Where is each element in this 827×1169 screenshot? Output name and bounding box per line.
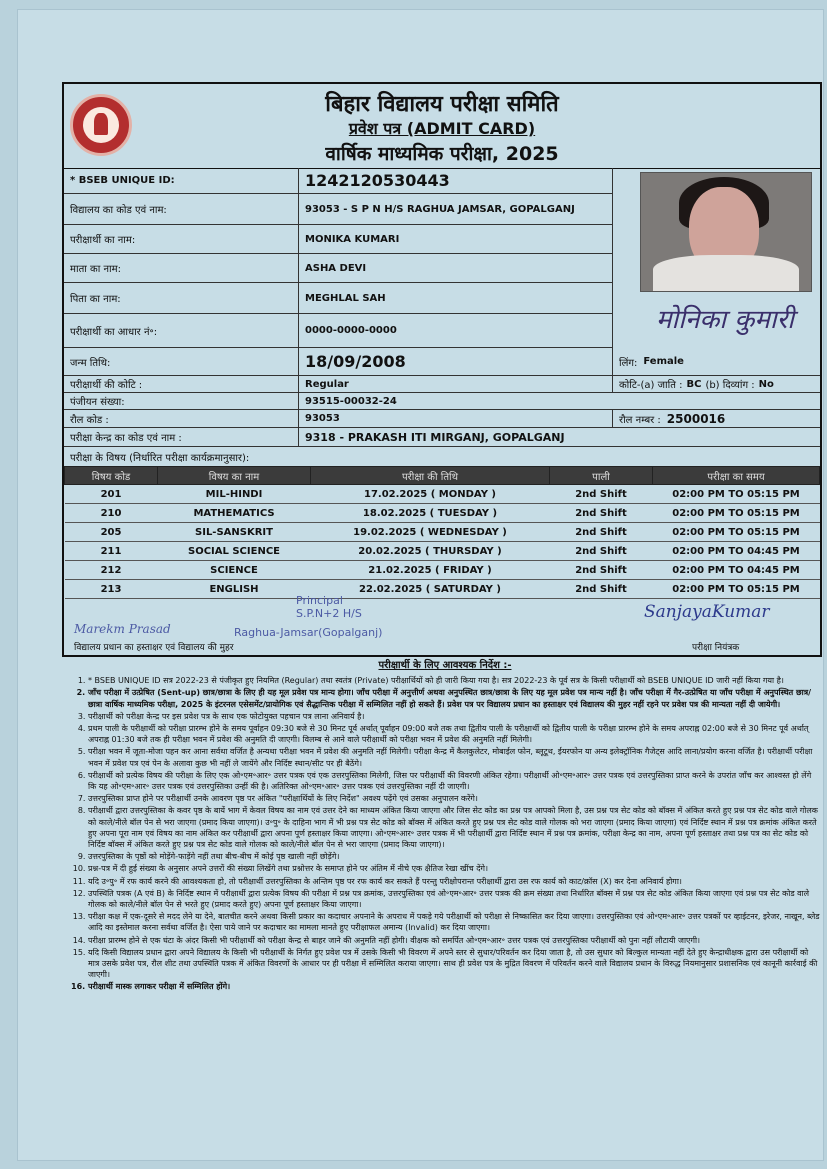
table-row: 201 MIL-HINDI 17.02.2025 ( MONDAY ) 2nd Shift 02:00 PM TO 05:15 PM [65,485,820,504]
admit-card-title: प्रवेश पत्र (ADMIT CARD) [348,119,536,138]
centre-row: परीक्षा केन्द्र का कोड एवं नाम : 9318 - PRAKASH ITI MIRGANJ, GOPALGANJ [64,428,820,447]
controller-signature: SanjayaKumar [644,602,770,622]
list-item: 4. प्रथम पाली के परीक्षार्थी को परीक्षा प्रारम्भ होने के समय पूर्वाहन 09:30 बजे से 30 मिनट पूर्व अर्थात् पूर्वाहन 09:00 बजे तक तथा द्वितीय पाली के परीक्षार्थी को द्वितीय पाली के परीक्षा प्रारम्भ होने के समय अपराह्न 02:00 बजे से 30 मिनट पूर्व अर्थात् अपराह्न 01:30 बजे तक ही परीक्षा भवन में प्रवेश की अनुमति दी जाएगी। विलम्ब से आने वाले परीक्षार्थी को परीक्षा भवन में प्रवेश की अनुमति नहीं मिलेगी। [88,723,820,745]
card-header [64,84,820,169]
signature-footer [64,588,820,657]
aadhar-value: 0000-0000-0000 [298,314,397,347]
list-item: 2. जाँच परीक्षा में उत्प्रेषित (Sent-up) छात्र/छात्रा के लिए ही यह मूल प्रवेश पत्र मान्य होगा। जाँच परीक्षा में अनुत्तीर्ण अथवा अनुपस्थित छात्र/छात्रा के लिए यह मूल प्रवेश पत्र मान्य नहीं है। जाँच परीक्षा में गैर-उत्प्रेषित या जाँच परीक्षा में अनुपस्थित छात्र/छात्रा वार्षिक माध्यमिक परीक्षा, 2025 के इंटरनल एसेसमेंट/प्रायोगिक एवं सैद्धान्तिक परीक्षा में सम्मिलित नहीं हो सकते हैं। प्रवेश पत्र पर विद्यालय प्रधान का हस्ताक्षर एवं विद्यालय की मुहर नहीं रहने पर प्रवेश पत्र की मान्यता नहीं दी जायेगी। [88,687,820,709]
admit-card-frame [62,82,822,657]
rollno-value: 2500016 [666,411,726,426]
category-value: Regular [298,376,349,392]
gender-value: Female [643,356,684,367]
list-item: 7. उत्तरपुस्तिका प्राप्त होने पर परीक्षार्थी उनके आवरण पृष्ठ पर अंकित "परीक्षार्थियों के लिए निर्देश" अवश्य पढ़ेंगे एवं उसका अनुपालन करेंगे। [88,793,820,804]
uid-value: 1242120530443 [298,168,450,193]
instructions [70,660,820,994]
candidate-photo [640,172,812,292]
category-row: परीक्षार्थी की कोटि : Regular कोटि-(a) जाति : BC (b) दिव्यांग : No [64,376,820,393]
col-time: परीक्षा का समय [653,467,820,485]
father-row: पिता का नाम: MEGHLAL SAH [64,283,612,314]
school-row: विद्यालय का कोड एवं नाम: 93053 - S P N H/S RAGHUA JAMSAR, GOPALGANJ [64,194,612,225]
list-item: 16. परीक्षार्थी मास्क लगाकर परीक्षा में सम्मिलित होंगे। [88,981,820,992]
col-date: परीक्षा की तिथि [311,467,550,485]
name-row: परीक्षार्थी का नाम: MONIKA KUMARI [64,225,612,254]
reg-row: पंजीयन संख्या: 93515-00032-24 [64,393,820,410]
table-row: 211 SOCIAL SCIENCE 20.02.2025 ( THURSDAY ) 2nd Shift 02:00 PM TO 04:45 PM [65,542,820,561]
divyang-value: No [758,378,774,390]
uid-row: * BSEB UNIQUE ID: 1242120530443 [64,168,612,194]
school-value: 93053 - S P N H/S RAGHUA JAMSAR, GOPALGANJ [298,194,575,224]
col-shift: पाली [550,467,653,485]
reg-value: 93515-00032-24 [298,393,397,409]
subjects-table [64,466,820,599]
stamp-address: Raghua-Jamsar(Gopalganj) [234,626,383,639]
centre-value: 9318 - PRAKASH ITI MIRGANJ, GOPALGANJ [298,428,565,446]
instructions-list [70,675,820,992]
list-item: 15. यदि किसी विद्यालय प्रधान द्वारा अपने विद्यालय के किसी भी परीक्षार्थी के निर्गत हुए प्रवेश पत्र में उसके किसी भी विवरण में अपने स्तर से सुधार/परिवर्तन कर दिया जाता है, तो उस सुधार को बिल्कुल मान्यता नहीं देते हुए केन्द्राधीक्षक द्वारा उस परीक्षार्थी को मात्र उसके प्रवेश पत्र, रौल शीट तथा उपस्थिति पत्रक में अंकित विवरणों के आधार पर ही परीक्षा में सम्मिलित कराया जाएगा। साथ ही प्रवेश पत्र के मुद्रित विवरण में परिवर्तन करने वाले विद्यालय प्रधान के विरुद्ध नियमानुसार प्रशासनिक एवं कानूनी कार्रवाई की जाएगी। [88,947,820,981]
principal-stamp: Principal S.P.N+2 H/S [296,594,362,620]
table-row: 213 ENGLISH 22.02.2025 ( SATURDAY ) 2nd Shift 02:00 PM TO 05:15 PM [65,580,820,599]
table-row: 212 SCIENCE 21.02.2025 ( FRIDAY ) 2nd Shift 02:00 PM TO 04:45 PM [65,561,820,580]
list-item: 10. प्रश्न-पत्र में दी हुई संख्या के अनुसार अपने उत्तरों की संख्या लिखेंगे तथा प्रश्नोत्तर के समाप्त होने पर अंतिम में नीचे एक क्षैतिज रेखा खींच देंगे। [88,863,820,874]
board-name: बिहार विद्यालय परीक्षा समिति [325,92,559,117]
mother-row: माता का नाम: ASHA DEVI [64,254,612,283]
dob-value: 18/09/2008 [298,348,406,375]
subjects-caption: परीक्षा के विषय (निर्धारित परीक्षा कार्यक्रमानुसार): [70,452,250,464]
exam-title: वार्षिक माध्यमिक परीक्षा, 2025 [325,143,559,165]
list-item: 6. परीक्षार्थी को प्रत्येक विषय की परीक्षा के लिए एक ओ॰एम॰आर॰ उत्तर पत्रक एवं एक उत्तरपुस्तिका मिलेगी, जिस पर परीक्षार्थी की विवरणी अंकित रहेगा। परीक्षार्थी ओ॰एम॰आर॰ उत्तर पत्रक एवं उत्तरपुस्तिका प्राप्त करने के उपरांत जाँच कर आश्वस्त हो लेंगे कि यह ओ॰एम॰आर॰ उत्तर पत्रक एवं उत्तरपुस्तिका उन्हीं की है। अतिरिक्त ओ॰एम॰आर॰ उत्तर पत्रक एवं उत्तरपुस्तिका नहीं दी जाएगी। [88,770,820,792]
mother-name: ASHA DEVI [298,254,366,282]
table-row: 210 MATHEMATICS 18.02.2025 ( TUESDAY ) 2nd Shift 02:00 PM TO 05:15 PM [65,504,820,523]
list-item: 8. परीक्षार्थी द्वारा उत्तरपुस्तिका के कवर पृष्ठ के बायें भाग में केवल विषय का नाम एवं उत्तर देने का माध्यम अंकित किया जाएगा और जिस सेट कोड का प्रश्न पत्र आपको मिला है, उस प्रश्न पत्र सेट कोड को बॉक्स में अंकित करते हुए प्रश्न पत्र सेट कोड वाले गोलक को काले/नीले बॉल पेन से भरा जाएगा (प्रमाद किया जाएगा)। उ॰पु॰ के दाहिना भाग में भी प्रश्न पत्र सेट कोड को बॉक्स में अंकित करते हुए प्रश्न पत्र सेट कोड वाले गोलक को भरा जाएगा (प्रमाद किया जाएगा) एवं निर्दिष्ट स्थान में प्रश्न पत्र क्रमांक अंकित करते हुए अपना पूरा नाम एवं विषय का नाम अंकित कर परीक्षार्थी द्वारा अपना पूर्ण हस्ताक्षर किया जाएगा। ओ॰एम॰आर॰ उत्तर पत्रक में भी परीक्षार्थी द्वारा निर्दिष्ट स्थान में प्रश्न पत्र क्रमांक, परीक्षा केन्द्र का नाम, अपना पूर्ण हस्ताक्षर तथा प्रश्न पत्र का सेट कोड को निर्दिष्ट बॉक्स में अंकित करते हुए प्रश्न पत्र सेट कोड वाले गोलक को काले/नीले बॉल पेन से भरा जाएगा (प्रमाद किया जाएगा)। [88,805,820,850]
list-item: 13. परीक्षा कक्ष में एक-दूसरे से मदद लेने या देने, बातचीत करने अथवा किसी प्रकार का कदाचार अपनाने के अपराध में पकड़े गये परीक्षार्थी को परीक्षा से निष्कासित कर दिया जाएगा। उत्तरपुस्तिका एवं ओ॰एम॰आर॰ उत्तर पत्रकों पर व्हाईटनर, इरेजर, नाखून, ब्लेड आदि का इस्तेमाल करना सर्वथा वर्जित है। ऐसा पाये जाने पर कदाचार का मामला मानते हुए परीक्षाफल अमान्य (Invalid) कर दिया जाएगा। [88,911,820,933]
rollcode-row: रौल कोड : 93053 रौल नम्बर : 2500016 [64,410,820,428]
head-signature: Marekm Prasad [74,622,171,636]
father-name: MEGHLAL SAH [298,283,386,313]
list-item: 1. * BSEB UNIQUE ID सत्र 2022-23 से पंजीकृत हुए नियमित (Regular) तथा स्वतंत्र (Private) परीक्षार्थियों को ही जारी किया गया है। सत्र 2022-23 के पूर्व सत्र के किसी परीक्षार्थी को BSEB UNIQUE ID जारी नहीं किया गया है। [88,675,820,686]
controller-label: परीक्षा नियंत्रक [692,643,740,653]
col-code: विषय कोड [65,467,158,485]
caste-value: BC [686,378,702,390]
table-row: 205 SIL-SANSKRIT 19.02.2025 ( WEDNESDAY ) 2nd Shift 02:00 PM TO 05:15 PM [65,523,820,542]
head-signature-label: विद्यालय प्रधान का हस्ताक्षर एवं विद्यालय की मुहर [74,643,234,653]
list-item: 5. परीक्षा भवन में जूता-मोजा पहन कर आना सर्वथा वर्जित है अन्यथा परीक्षा भवन में प्रवेश की अनुमति नहीं मिलेगी। परीक्षा केन्द्र में कैलकुलेटर, मोबाईल फोन, ब्लूटूथ, ईयरफोन या अन्य इलेक्ट्रॉनिक गैजेट्स आदि लाना/प्रयोग करना वर्जित है। परीक्षार्थी परीक्षा भवन में प्रवेश पत्र एवं पेन के अलावा कुछ भी नहीं ले जायेंगे और निर्दिष्ट स्थान/सीट पर ही बैठेंगे। [88,746,820,768]
list-item: 11. यदि उ॰पु॰ में रफ कार्य करने की आवश्यकता हो, तो परीक्षार्थी उत्तरपुस्तिका के अन्तिम पृष्ठ पर रफ कार्य कर सकते हैं परन्तु परीक्षोपरान्त परीक्षार्थी द्वारा उस रफ कार्य को काट/क्रॉस (X) कर देना अनिवार्य होगा। [88,876,820,887]
list-item: 3. परीक्षार्थी को परीक्षा केन्द्र पर इस प्रवेश पत्र के साथ एक फोटोयुक्त पहचान पत्र लाना अनिवार्य है। [88,711,820,722]
list-item: 14. परीक्षा प्रारम्भ होने से एक घंटा के अंदर किसी भी परीक्षार्थी को परीक्षा केन्द्र से बाहर जाने की अनुमति नहीं होगी। वीक्षक को समर्पित ओ॰एम॰आर॰ उत्तर पत्रक एवं उत्तरपुस्तिका परीक्षार्थी को पुनः नहीं लौटायी जाएगी। [88,935,820,946]
instructions-title: परीक्षार्थी के लिए आवश्यक निर्देश :- [378,660,512,671]
candidate-signature: मोनिका कुमारी [655,305,795,335]
list-item: 9. उत्तरपुस्तिका के पृष्ठों को मोड़ेंगे-फाड़ेंगे नहीं तथा बीच-बीच में कोई पृष्ठ खाली नहीं छोड़ेंगे। [88,851,820,862]
rollcode-value: 93053 [298,410,340,427]
list-item: 12. उपस्थिति पत्रक (A एवं B) के निर्दिष्ट स्थान में परीक्षार्थी द्वारा प्रत्येक विषय की परीक्षा में प्रश्न पत्र क्रमांक, उत्तरपुस्तिका एवं ओ॰एम॰आर॰ उत्तर पत्रक की क्रम संख्या तथा निर्धारित बॉक्स में प्रश्न पत्र सेट कोड अंकित किया जाएगा एवं प्रश्न पत्र सेट कोड वाले गोलक को काले/नीले बॉल पेन से भरते हुए (प्रमाद करते हुए) अपना पूर्ण हस्ताक्षर किया जाएगा। [88,888,820,910]
aadhar-row: परीक्षार्थी का आधार नं॰: 0000-0000-0000 [64,314,612,348]
student-name: MONIKA KUMARI [298,225,399,253]
col-subject: विषय का नाम [158,467,311,485]
dob-row: जन्म तिथि: 18/09/2008 लिंग: Female [64,348,820,376]
